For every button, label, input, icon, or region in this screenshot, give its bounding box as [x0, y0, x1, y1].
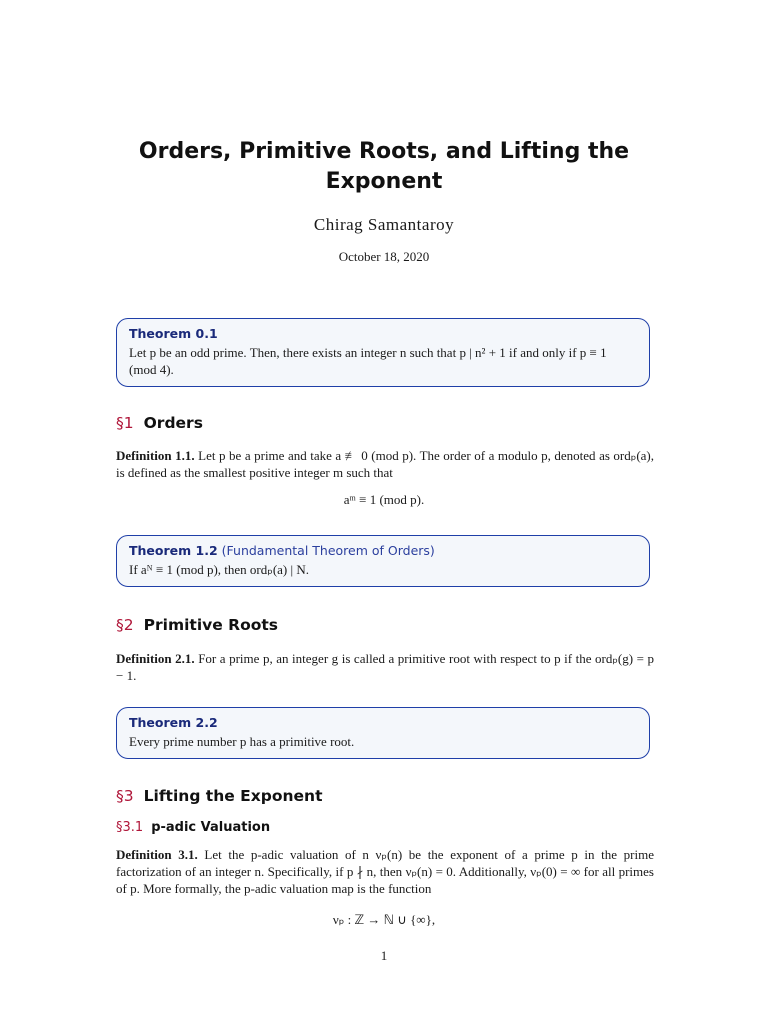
definition-3-1: [116, 846, 654, 897]
theorem-box-1-2: [116, 535, 650, 587]
theorem-box-0-1: [116, 318, 650, 387]
section-heading-primitive-roots: [116, 616, 278, 634]
display-equation: νₚ : ℤ → ℕ ∪ {∞},: [332, 912, 436, 927]
theorem-name: (Fundamental Theorem of Orders): [221, 543, 435, 558]
page-number: 1: [380, 948, 388, 963]
definition-text: Let p be a prime and take a ≢ 0 (mod p). The order of a modulo p, denoted as ordₚ(a), is defined as the smallest positive integer m such that: [116, 448, 654, 480]
section-number: §3: [116, 787, 134, 805]
section-title: Orders: [143, 414, 203, 432]
publication-date: October 18, 2020: [338, 249, 430, 264]
theorem-body: Let p be an odd prime. Then, there exists an integer n such that p | n² + 1 if and only if p ≡ 1 (mod 4).: [129, 345, 607, 377]
definition-text: Let the p-adic valuation of n νₚ(n) be the exponent of a prime p in the prime factorization of an integer n. Specifically, if p ∤ n, then νₚ(n) = 0. Additionally, νₚ(0) = ∞ for all primes of p. More formally, the p-adic valuation map is the function: [116, 847, 654, 896]
display-equation: aᵐ ≡ 1 (mod p).: [343, 492, 425, 507]
theorem-label: Theorem 1.2: [129, 543, 218, 558]
section-number: §1: [116, 414, 134, 432]
author-name: Chirag Samantaroy: [313, 215, 455, 234]
definition-text: For a prime p, an integer g is called a primitive root with respect to p if the ordₚ(g) = p − 1.: [116, 651, 654, 683]
section-title: Lifting the Exponent: [143, 787, 323, 805]
definition-1-1: [116, 447, 654, 481]
section-heading-orders: [116, 414, 203, 432]
theorem-label: Theorem 2.2: [129, 715, 218, 730]
section-number: §2: [116, 616, 134, 634]
theorem-box-2-2: [116, 707, 650, 759]
subsection-number: §3.1: [116, 820, 144, 835]
section-title: Primitive Roots: [143, 616, 279, 634]
definition-label: Definition 1.1.: [116, 448, 195, 463]
page-title: Orders, Primitive Roots, and Lifting the Exponent: [138, 139, 630, 194]
subsection-title: p-adic Valuation: [151, 820, 271, 835]
definition-2-1: [116, 650, 654, 684]
section-heading-lifting-exponent: [116, 787, 322, 805]
definition-label: Definition 2.1.: [116, 651, 195, 666]
definition-label: Definition 3.1.: [116, 847, 198, 862]
theorem-body: If aᴺ ≡ 1 (mod p), then ordₚ(a) | N.: [129, 562, 309, 577]
theorem-label: Theorem 0.1: [129, 326, 218, 341]
subsection-heading-p-adic: [116, 820, 270, 835]
theorem-body: Every prime number p has a primitive root.: [129, 734, 355, 749]
